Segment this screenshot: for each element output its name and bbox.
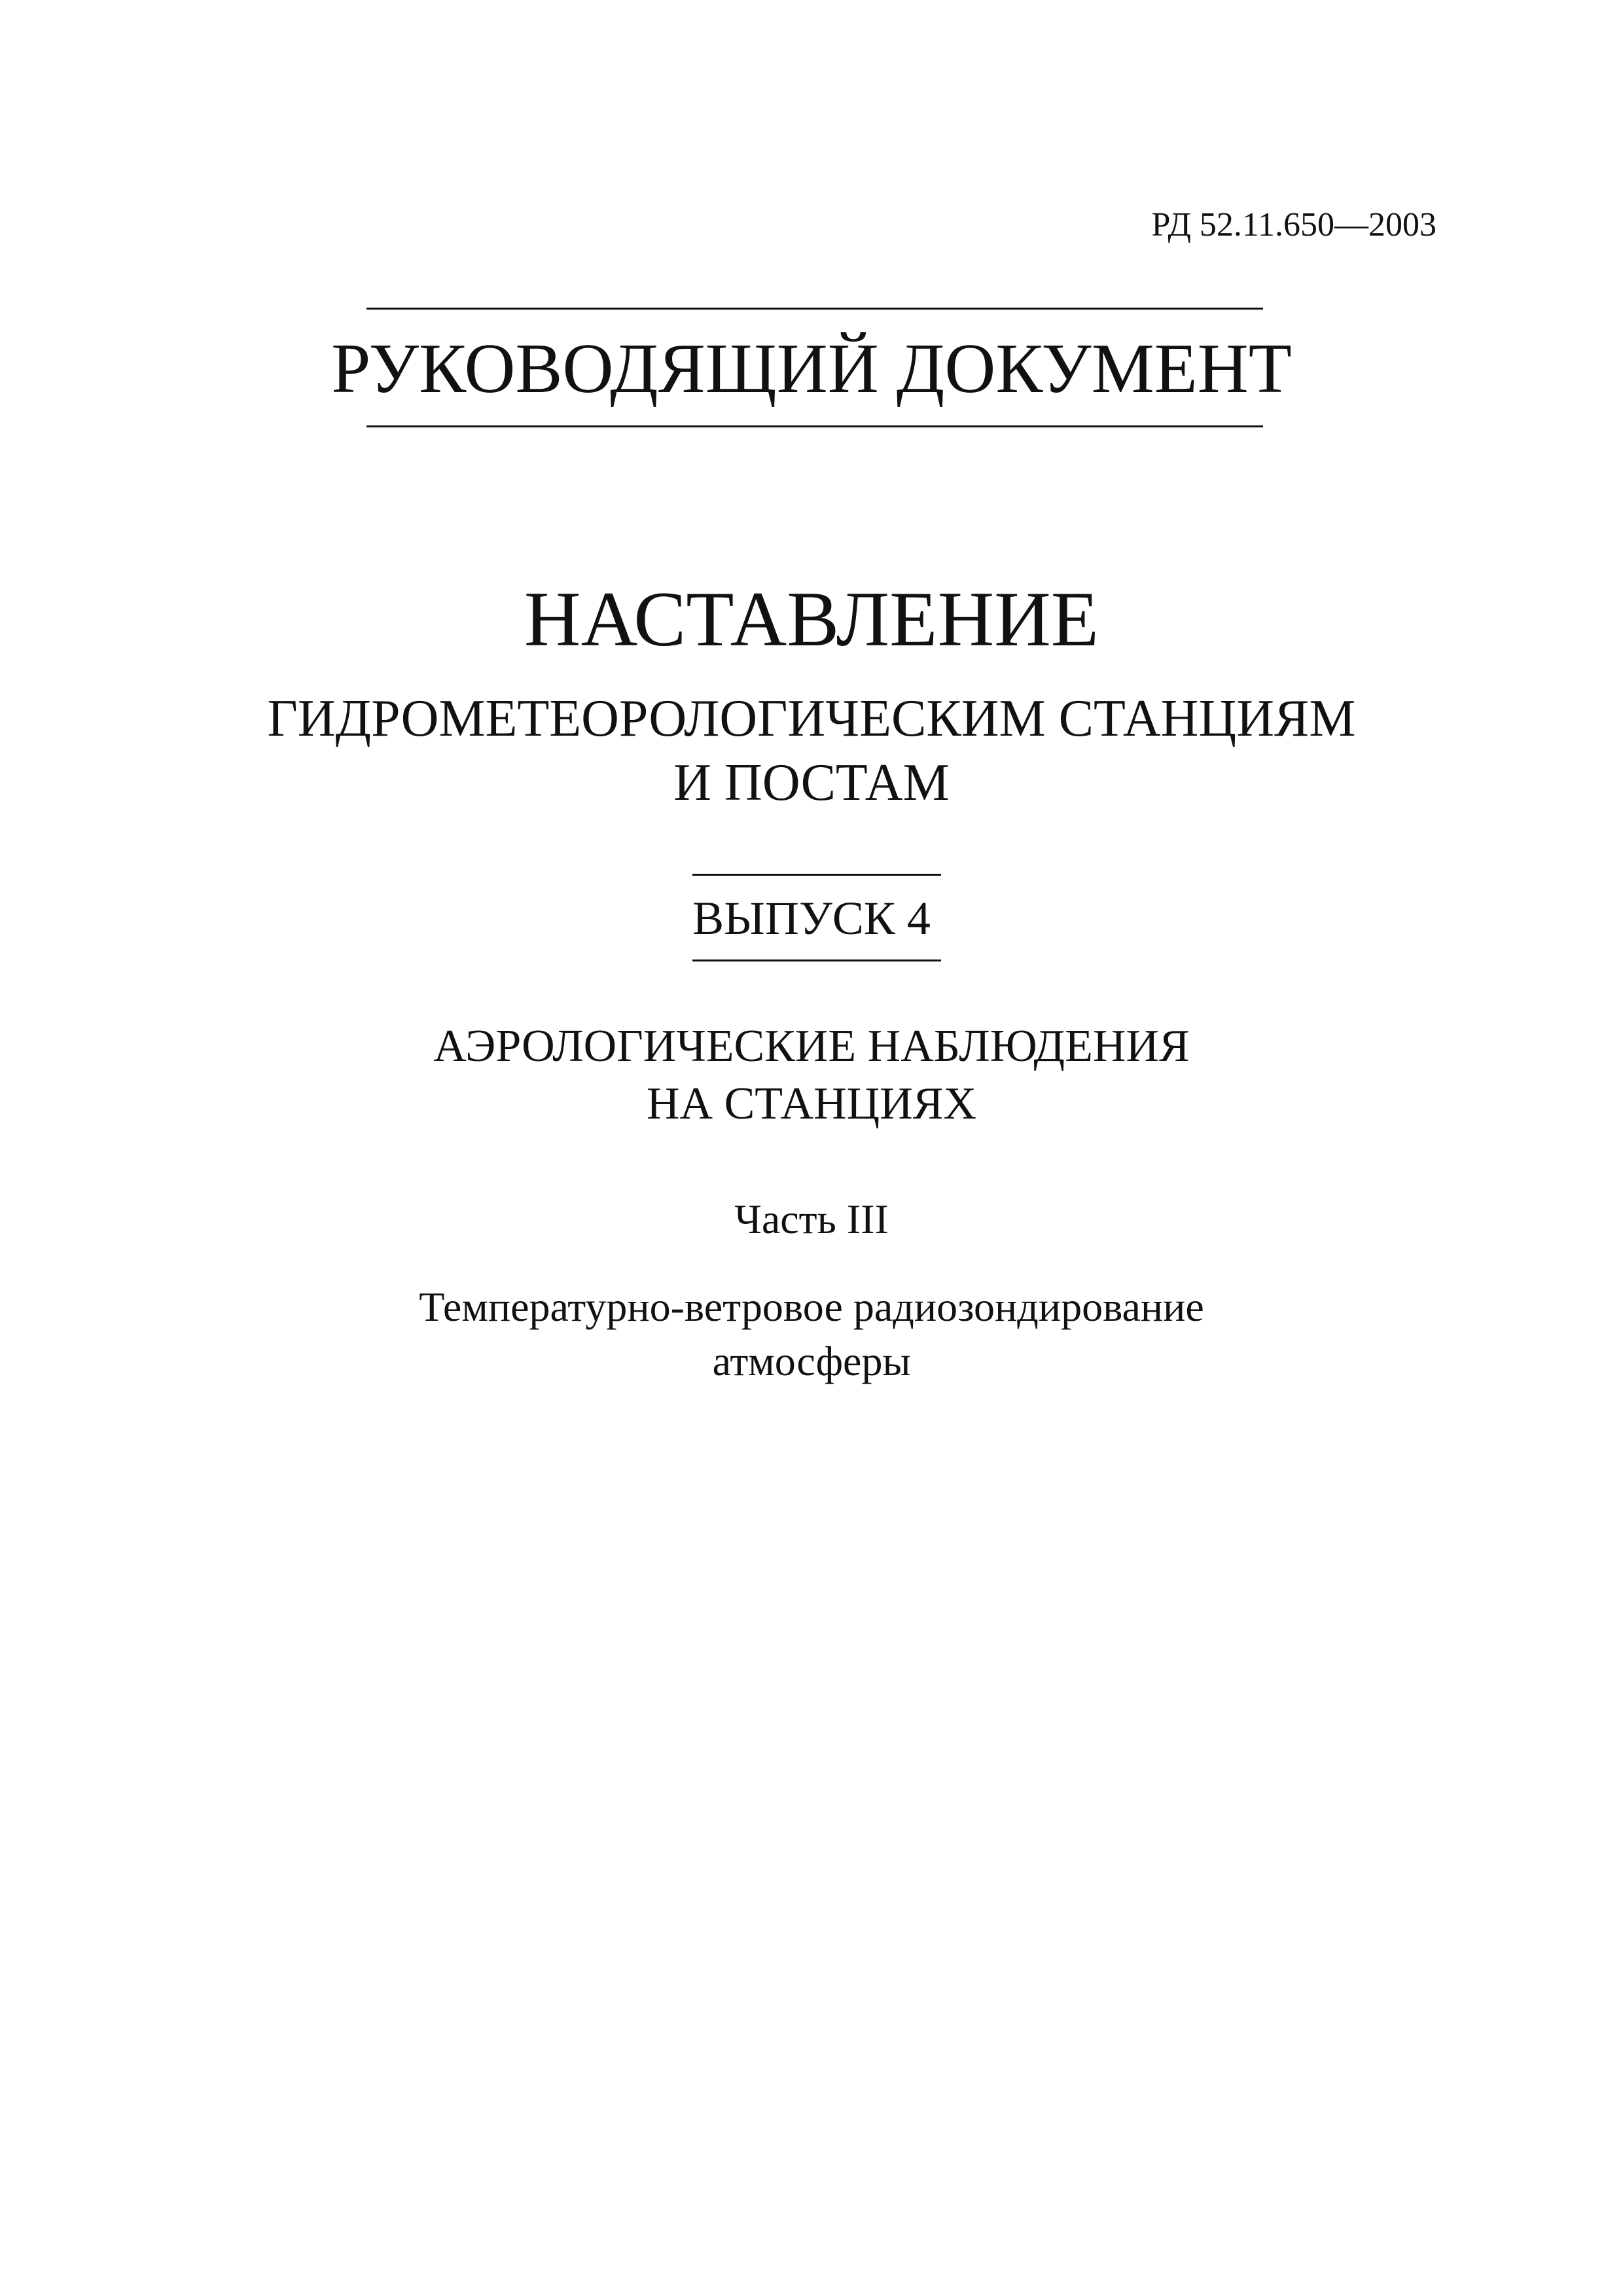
document-subtitle xyxy=(0,687,1623,815)
issue-bottom-rule xyxy=(692,960,941,961)
subtitle-line-2: И ПОСТАМ xyxy=(673,753,950,812)
issue-label: ВЫПУСК 4 xyxy=(692,892,931,944)
document-type-heading: РУКОВОДЯЩИЙ ДОКУМЕНТ xyxy=(331,330,1292,408)
subtitle-line-1: ГИДРОМЕТЕОРОЛОГИЧЕСКИМ СТАНЦИЯМ xyxy=(267,690,1356,747)
part-title xyxy=(0,1280,1623,1388)
document-title: НАСТАВЛЕНИЕ xyxy=(524,575,1099,662)
doc-type-bottom-rule xyxy=(366,425,1263,427)
document-code: РД 52.11.650—2003 xyxy=(1151,206,1436,243)
part-label: Часть III xyxy=(734,1196,889,1242)
section-line-1: АЭРОЛОГИЧЕСКИЕ НАБЛЮДЕНИЯ xyxy=(433,1021,1190,1071)
part-title-line-2: атмосферы xyxy=(712,1338,911,1385)
section-line-2: НА СТАНЦИЯХ xyxy=(646,1078,976,1129)
part-title-line-1: Температурно-ветровое радиозондирование xyxy=(419,1283,1204,1330)
issue-top-rule xyxy=(692,874,941,876)
doc-type-top-rule xyxy=(366,308,1263,310)
section-title xyxy=(0,1018,1623,1132)
